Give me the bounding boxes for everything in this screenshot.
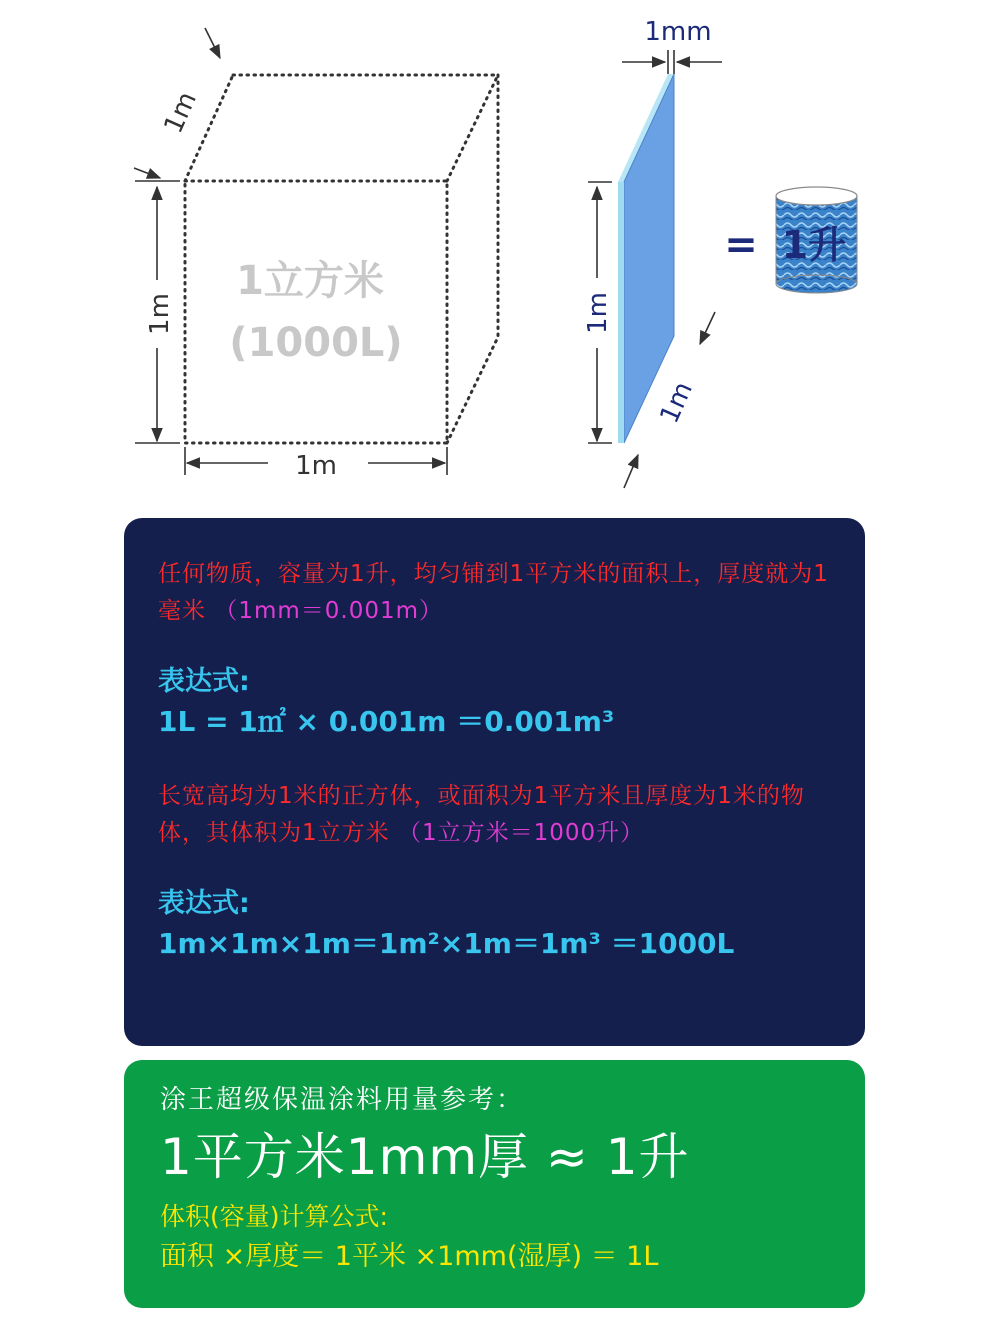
explanation-panel xyxy=(124,518,865,1046)
cube-depth-label: 1m xyxy=(158,87,203,138)
cube-height-label: 1m xyxy=(145,293,175,335)
formula-heading: 体积(容量)计算公式: xyxy=(160,1202,388,1231)
paragraph-two-text: 长宽高均为1米的正方体，或面积为1平方米且厚度为1米的物体，其体积为1立方米 xyxy=(158,783,805,846)
expression-one-formula: 1L = 1㎡ × 0.001m ＝0.001m³ xyxy=(158,705,615,738)
expression-two-formula: 1m×1m×1m＝1m²×1m＝1m³ ＝1000L xyxy=(158,927,735,960)
paragraph-one xyxy=(158,556,831,630)
blue-sheet xyxy=(618,74,674,443)
cube-width-label: 1m xyxy=(295,451,337,481)
formula-text: 面积 ×厚度＝ 1平米 ×1mm(湿厚) ＝ 1L xyxy=(160,1241,659,1272)
paragraph-two xyxy=(158,778,831,852)
cube-volume-liters: (1000L) xyxy=(229,320,403,366)
sheet-thickness-label: 1mm xyxy=(644,17,712,47)
cylinder-label: 1升 xyxy=(781,223,847,267)
sheet-depth-label: 1m xyxy=(654,377,699,428)
paragraph-two-note: （1立方米＝1000升） xyxy=(397,820,645,846)
sheet-thickness-dimension xyxy=(622,50,722,74)
sheet-height-label: 1m xyxy=(583,292,613,334)
equals-sign: = xyxy=(724,222,758,268)
cube-volume-label: 1立方米 xyxy=(236,258,384,304)
usage-reference-panel xyxy=(124,1060,865,1308)
expression-one-heading: 表达式: xyxy=(158,666,250,697)
usage-title: 涂王超级保温涂料用量参考： xyxy=(160,1085,525,1115)
usage-headline: 1平方米1mm厚 ≈ 1升 xyxy=(160,1128,690,1186)
paragraph-one-text: 任何物质，容量为1升，均匀铺到1平方米的面积上，厚度就为1毫米 xyxy=(158,561,829,624)
volume-diagram xyxy=(0,0,990,510)
paragraph-one-note: （1mm＝0.001m） xyxy=(214,598,444,624)
expression-two-heading: 表达式: xyxy=(158,888,250,919)
